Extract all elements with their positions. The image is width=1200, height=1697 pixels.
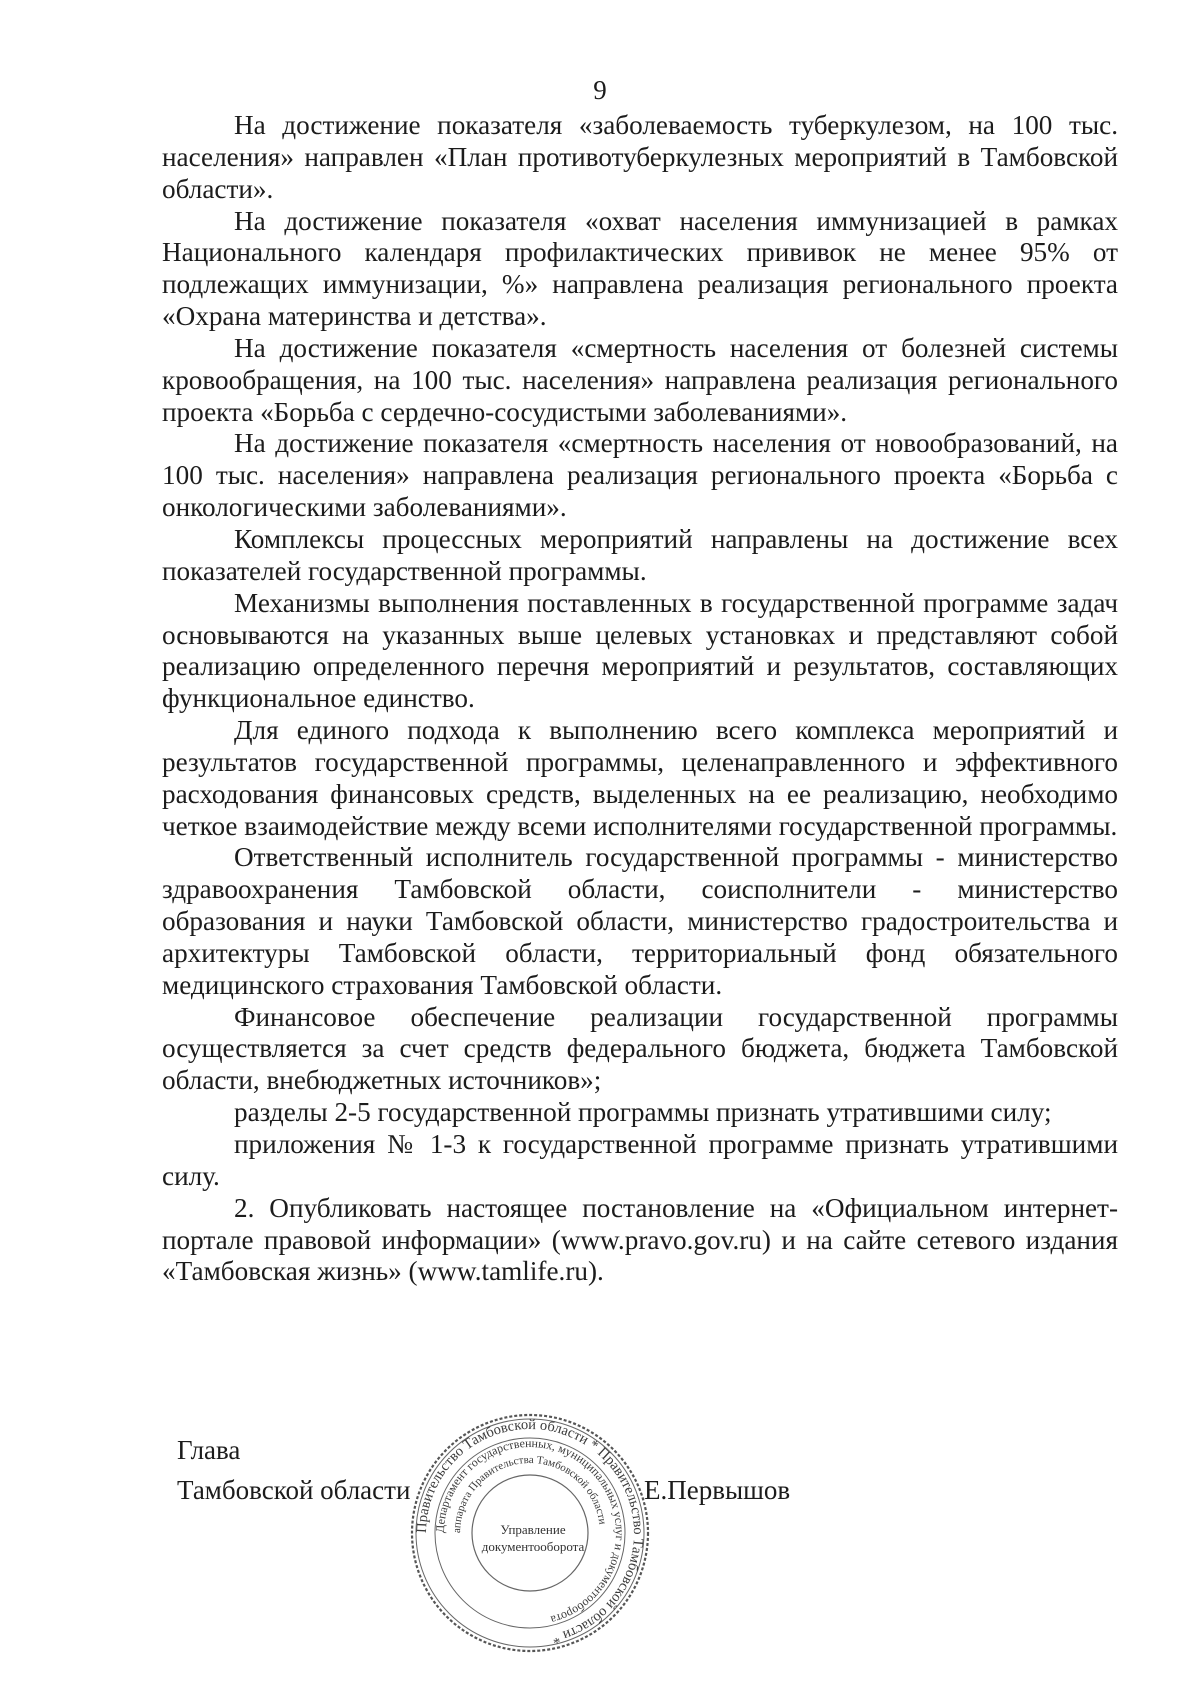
signature-title-line2: Тамбовской области [177, 1475, 411, 1505]
signature-title [177, 1430, 410, 1510]
seal-center-line1: Управление [500, 1522, 566, 1537]
seal-center-line2: документооборота [481, 1539, 585, 1554]
paragraph-process-complexes: Комплексы процессных мероприятий направлены на достижение всех показателей государственной программы. [162, 523, 1118, 586]
paragraph-publication: 2. Опубликовать настоящее постановление на «Официальном интернет-портале правовой информации» (www.pravo.gov.ru) и на сайте сетевого издания «Тамбовская жизнь» (www.tamlife.ru). [162, 1192, 1118, 1287]
signatory-name: Е.Первышов [644, 1475, 791, 1505]
seal-center-text [478, 1521, 588, 1555]
page-number: 9 [593, 75, 607, 105]
paragraph-sections-void: разделы 2-5 государственной программы признать утратившими силу; [234, 1097, 1052, 1128]
document-body [162, 110, 1118, 1288]
paragraph-executors: Ответственный исполнитель государственной программы - министерство здравоохранения Тамбовской области, соисполнители - министерство образования и науки Тамбовской области, министерство градостроительства и архитектуры Тамбовской области, территориальный фонд обязательного медицинского страхования Тамбовской области. [162, 842, 1118, 1000]
paragraph-immunization: На достижение показателя «охват населения иммунизацией в рамках Национального календаря профилактических прививок не менее 95% от подлежащих иммунизации, %» направлена реализация регионального проекта «Охрана материнства и детства». [162, 205, 1118, 332]
seal-outer-ring-text: Правительство Тамбовской области * Правительство Тамбовской области * [413, 1416, 647, 1647]
seal-middle-ring-text: Департамент государственных, муниципальных услуг и документооборота [432, 1435, 628, 1628]
paragraph-financing: Финансовое обеспечение реализации государственной программы осуществляется за счет средств федерального бюджета, бюджета Тамбовской области, внебюджетных источников»; [162, 1001, 1118, 1096]
paragraph-unified-approach: Для единого подхода к выполнению всего комплекса мероприятий и результатов государственной программы, целенаправленного и эффективного расходования финансовых средств, выделенных на ее реализацию, необходимо четкое взаимодействие между всеми исполнителями государственной программы. [162, 715, 1118, 841]
seal-inner-ring-text: аппарата Правительства Тамбовской области [450, 1453, 609, 1534]
paragraph-appendices-void: приложения № 1-3 к государственной программе признать утратившими силу. [162, 1129, 1118, 1191]
signature-title-line1: Глава [177, 1435, 241, 1465]
paragraph-mechanisms: Механизмы выполнения поставленных в государственной программе задач основываются на указанных выше целевых установках и представляют собой реализацию определенного перечня мероприятий и результатов, составляющих функциональное единство. [162, 587, 1118, 714]
paragraph-tuberculosis: На достижение показателя «заболеваемость туберкулезом, на 100 тыс. населения» направлен «План противотуберкулезных мероприятий в Тамбовской области». [162, 110, 1118, 204]
paragraph-oncology: На достижение показателя «смертность населения от новообразований, на 100 тыс. населения» направлена реализация регионального проекта «Борьба с онкологическими заболеваниями». [162, 428, 1118, 523]
paragraph-circulatory: На достижение показателя «смертность населения от болезней системы кровообращения, на 100 тыс. населения» направлена реализация регионального проекта «Борьба с сердечно-сосудистыми заболеваниями». [162, 332, 1118, 427]
